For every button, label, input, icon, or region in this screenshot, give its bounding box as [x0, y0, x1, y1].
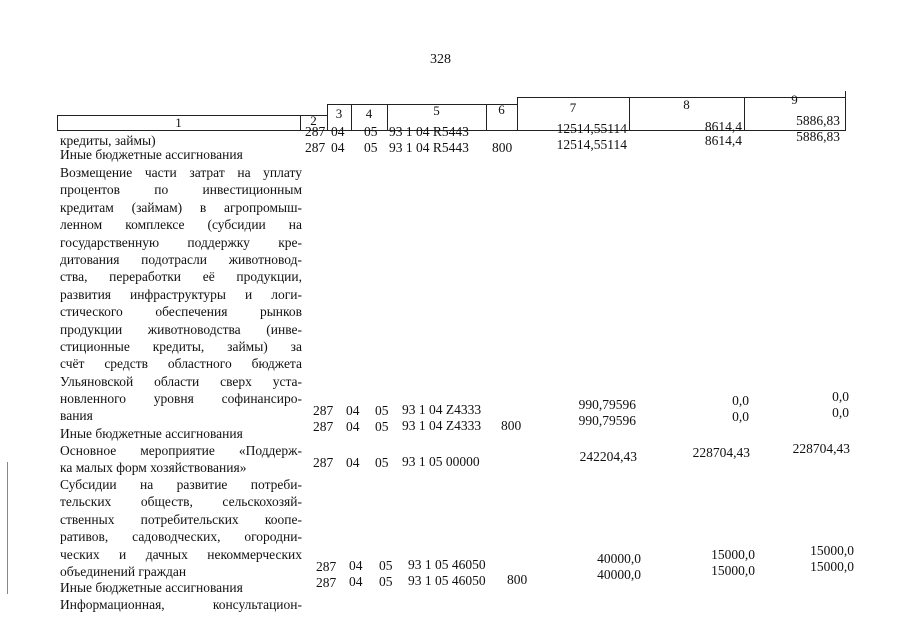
column-header-1: 1	[175, 115, 182, 130]
cell-c2: 287	[305, 140, 326, 155]
cell-c9: 0,0	[832, 389, 849, 404]
description-line: ства, переработки её продукции,	[60, 269, 302, 285]
column-header-3: 3	[335, 106, 343, 121]
cell-c5: 93 1 04 Z4333	[402, 418, 482, 433]
cell-c4: 05	[375, 403, 389, 418]
description-line: стического обеспечения рынков	[60, 304, 302, 320]
description-line: Иные бюджетные ассигнования	[60, 147, 243, 162]
cell-c5: 93 1 04 Z4333	[402, 402, 482, 417]
description-cell	[60, 476, 302, 580]
cell-c3: 04	[349, 558, 363, 573]
cell-c8: 8614,4	[704, 133, 742, 148]
description-line: Основное мероприятие «Поддерж-	[60, 443, 302, 458]
column-header-7: 7	[569, 100, 577, 115]
cell-c5: 93 1 05 00000	[402, 454, 480, 469]
description-line: ственных потребительских коопе-	[60, 511, 302, 527]
cell-c2: 287	[305, 124, 326, 139]
cell-c8: 15000,0	[711, 547, 755, 562]
cell-c2: 287	[313, 455, 334, 470]
cell-c3: 04	[331, 140, 345, 155]
cell-c2: 287	[313, 403, 334, 418]
cell-c8: 0,0	[732, 409, 749, 424]
description-line: кредиты, займы)	[60, 133, 156, 148]
cell-c7: 40000,0	[597, 551, 641, 566]
description-line: Ульяновской области сверх уста-	[60, 373, 302, 389]
description-cell	[60, 579, 302, 596]
cell-c3: 04	[346, 419, 360, 434]
cell-c4: 05	[379, 574, 393, 589]
description-line: счёт средств областного бюджета	[60, 356, 302, 372]
description-line: ленном комплексе (субсидии на	[60, 217, 302, 233]
cell-c8: 15000,0	[711, 563, 755, 578]
column-header-8: 8	[683, 97, 690, 112]
cell-c3: 04	[346, 455, 360, 470]
cell-c6: 800	[501, 418, 522, 433]
cell-c4: 05	[364, 124, 378, 139]
description-cell	[60, 164, 302, 425]
cell-c6: 800	[507, 572, 528, 587]
cell-c5: 93 1 05 46050	[408, 573, 486, 588]
cell-c8: 228704,43	[692, 445, 750, 460]
column-header-9: 9	[791, 92, 798, 107]
cell-c7: 990,79596	[578, 413, 636, 428]
cell-c5: 93 1 05 46050	[408, 557, 486, 572]
description-cell	[60, 596, 302, 613]
cell-c7: 12514,55114	[556, 121, 627, 136]
description-cell	[60, 146, 302, 163]
cell-c2: 287	[313, 419, 334, 434]
cell-c9: 0,0	[832, 405, 849, 420]
cell-c5: 93 1 04 R5443	[389, 124, 469, 139]
description-line: вания	[60, 408, 93, 424]
cell-c7: 12514,55114	[556, 137, 627, 152]
description-line: Иные бюджетные ассигнования	[60, 426, 243, 441]
description-line: процентов по инвестиционным	[60, 182, 302, 198]
description-line: продукции животноводства (инве-	[60, 321, 302, 337]
description-line: объединений граждан	[60, 563, 187, 579]
cell-c7: 990,79596	[578, 397, 636, 412]
cell-c4: 05	[375, 455, 389, 470]
scan-edge-line	[7, 462, 8, 594]
description-line: государственную поддержку кре-	[60, 234, 302, 250]
cell-c4: 05	[379, 558, 393, 573]
page-number: 328	[430, 52, 451, 67]
column-header-6: 6	[498, 102, 505, 117]
description-line: Субсидии на развитие потреби-	[60, 477, 302, 492]
cell-c8: 0,0	[732, 393, 749, 408]
description-line: тельских обществ, сельскохозяй-	[60, 494, 302, 510]
description-line: кредитам (займам) в агропромыш-	[60, 199, 302, 215]
cell-c8: 8614,4	[704, 119, 742, 134]
cell-c9: 5886,83	[796, 129, 840, 144]
description-line: развития инфраструктуры и логи-	[60, 286, 302, 302]
description-cell	[60, 425, 302, 442]
description-line: Возмещение части затрат на уплату	[60, 165, 302, 180]
cell-c4: 05	[375, 419, 389, 434]
column-header-5: 5	[433, 103, 440, 118]
cell-c9: 15000,0	[810, 543, 854, 558]
description-line: дитования подотрасли животновод-	[60, 251, 302, 267]
cell-c2: 287	[316, 575, 337, 590]
description-line: новленного уровня софинансиро-	[60, 391, 302, 407]
cell-c7: 242204,43	[579, 449, 637, 464]
cell-c9: 15000,0	[810, 559, 854, 574]
description-line: ративов, садоводческих, огородни-	[60, 529, 302, 545]
column-header-2: 2	[310, 113, 317, 128]
cell-c9: 228704,43	[792, 441, 850, 456]
description-line: ческих и дачных некоммерческих	[60, 546, 302, 562]
cell-c6: 800	[492, 140, 513, 155]
description-line: ка малых форм хозяйствования»	[60, 460, 247, 476]
cell-c3: 04	[346, 403, 360, 418]
cell-c9: 5886,83	[796, 113, 840, 128]
description-line: стиционные кредиты, займы) за	[60, 338, 302, 354]
cell-c2: 287	[316, 559, 337, 574]
column-header-4: 4	[365, 106, 373, 121]
cell-c3: 04	[331, 124, 345, 139]
description-line: Информационная, консультацион-	[60, 597, 302, 612]
cell-c4: 05	[364, 140, 378, 155]
cell-c3: 04	[349, 574, 363, 589]
description-cell	[60, 442, 302, 477]
cell-c7: 40000,0	[597, 567, 641, 582]
cell-c5: 93 1 04 R5443	[389, 140, 469, 155]
description-line: Иные бюджетные ассигнования	[60, 580, 243, 595]
